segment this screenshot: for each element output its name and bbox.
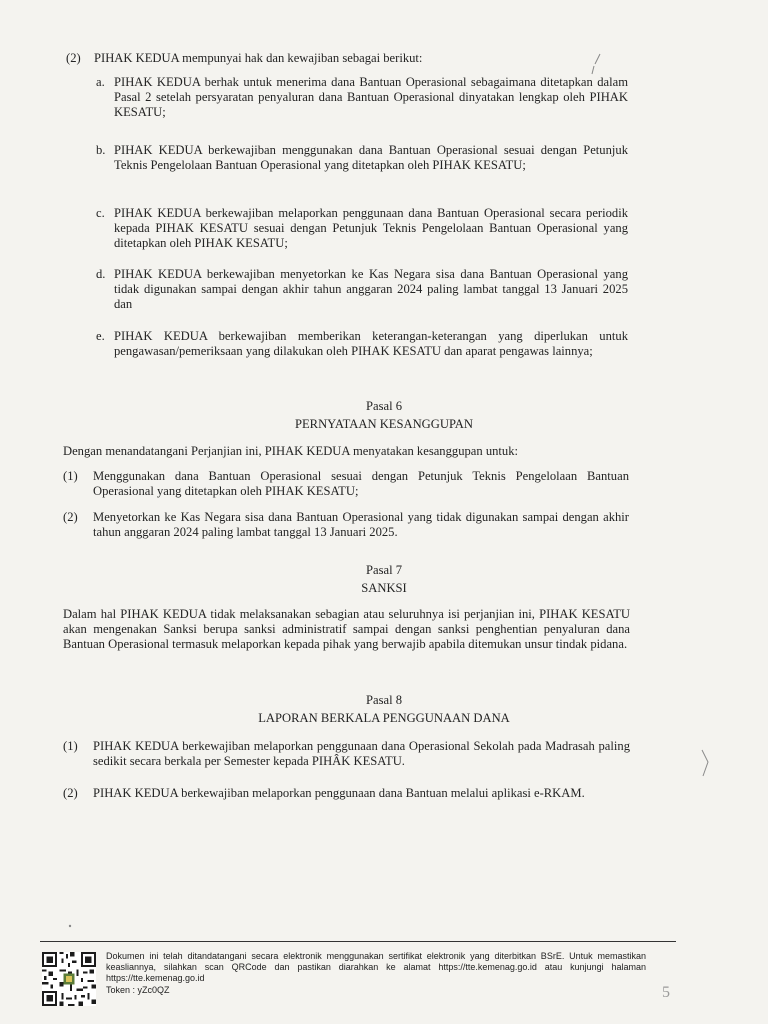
list-item-b xyxy=(96,143,628,173)
item-number: (1) xyxy=(63,469,78,483)
list-item-d xyxy=(96,267,628,312)
pasal-8-heading: Pasal 8 xyxy=(365,693,403,707)
page-number: 5 xyxy=(662,984,670,1001)
item-text: PIHAK KEDUA berkewajiban melaporkan penggunaan dana Operasional Sekolah pada Madrasah paling sedikit secara berkala per Semester kepada PIHÂK KESATU. xyxy=(93,739,630,768)
pasal-6-intro: Dengan menandatangani Perjanjian ini, PIHAK KEDUA menyatakan kesanggupan untuk: xyxy=(63,444,519,458)
item-text: PIHAK KEDUA berkewajiban melaporkan penggunaan dana Bantuan melalui aplikasi e-RKAM. xyxy=(93,786,585,800)
pasal-6-title: PERNYATAAN KESANGGUPAN xyxy=(294,417,473,431)
pasal-7-heading: Pasal 7 xyxy=(365,563,403,577)
pasal-8-item-2 xyxy=(63,786,630,801)
pasal-7-title: SANKSI xyxy=(361,581,407,595)
item-letter: e. xyxy=(96,329,105,343)
footer-notice-text: Dokumen ini telah ditandatangani secara elektronik menggunakan sertifikat elektronik yang diterbitkan BSrE. Untuk memastikan keasliannya, silahkan scan QRCode dan pastikan diarahkan ke alamat https://tte.kemenag.go.id atau kunjungi halaman https://tte.kemenag.go.id xyxy=(106,951,646,984)
item-letter: b. xyxy=(96,143,106,157)
list-item-a xyxy=(96,75,628,120)
list-item-c xyxy=(96,206,628,251)
item-letter: a. xyxy=(96,75,105,89)
item-text: PIHAK KEDUA berkewajiban memberikan keterangan-keterangan yang diperlukan untuk pengawasan/pemeriksaan yang dilakukan oleh PIHAK KESATU dan aparat pengawas lainnya; xyxy=(114,329,628,358)
list-item-e xyxy=(96,329,628,359)
item-number: (1) xyxy=(63,739,78,753)
item-text: PIHAK KEDUA berhak untuk menerima dana Bantuan Operasional sebagaimana ditetapkan dalam Pasal 2 setelah persyaratan penyaluran dana Bantuan Operasional dinyatakan lengkap oleh PIHAK KESATU; xyxy=(114,75,628,119)
item-letter: d. xyxy=(96,267,106,281)
scan-dot xyxy=(68,924,72,928)
pasal-8-title: LAPORAN BERKALA PENGGUNAAN DANA xyxy=(258,711,510,725)
clause-intro-text: PIHAK KEDUA mempunyai hak dan kewajiban sebagai berikut: xyxy=(94,51,423,65)
item-text: PIHAK KEDUA berkewajiban menyetorkan ke Kas Negara sisa dana Bantuan Operasional yang tidak digunakan sampai dengan akhir tahun anggaran 2024 paling lambat tanggal 13 Januari 2025 dan xyxy=(114,267,628,311)
pasal-6-item-1 xyxy=(63,469,629,499)
pen-mark xyxy=(589,52,603,78)
pasal-6-heading: Pasal 6 xyxy=(365,399,403,413)
pasal-8-item-1 xyxy=(63,739,630,769)
item-text: PIHAK KEDUA berkewajiban menggunakan dana Bantuan Operasional sesuai dengan Petunjuk Teknis Pengelolaan Bantuan Operasional yang ditetapkan oleh PIHAK KESATU; xyxy=(114,143,628,172)
qr-code-icon[interactable] xyxy=(42,952,96,1006)
footer-token: Token : yZc0QZ xyxy=(106,984,170,995)
pasal-7-body: Dalam hal PIHAK KEDUA tidak melaksanakan sebagian atau seluruhnya isi perjanjian ini, PIHAK KESATU akan mengenakan Sanksi berupa sanksi administratif sampai dengan sanksi penghentian penyaluran dana Bantuan Operasional termasuk melaporkan kepada pihak yang berwajib apabila ditemukan unsur tindak pidana. xyxy=(63,607,630,651)
item-text: PIHAK KEDUA berkewajiban melaporkan penggunaan dana Bantuan Operasional secara periodik kepada PIHAK KESATU sesuai dengan Petunjuk Teknis Pengelolaan Bantuan Operasional yang ditetapkan oleh PIHAK KESATU; xyxy=(114,206,628,250)
item-number: (2) xyxy=(63,786,78,800)
pen-mark xyxy=(698,748,712,780)
footer-divider xyxy=(40,941,676,942)
item-text: Menyetorkan ke Kas Negara sisa dana Bantuan Operasional yang tidak digunakan sampai dengan akhir tahun anggaran 2024 paling lambat tanggal 13 Januari 2025. xyxy=(93,510,629,539)
item-number: (2) xyxy=(63,510,78,524)
item-text: Menggunakan dana Bantuan Operasional sesuai dengan Petunjuk Teknis Pengelolaan Bantuan Operasional yang ditetapkan oleh PIHAK KESATU; xyxy=(93,469,629,498)
e-signature-notice xyxy=(106,951,646,996)
item-letter: c. xyxy=(96,206,105,220)
pasal-6-item-2 xyxy=(63,510,629,540)
clause-number: (2) xyxy=(66,51,81,65)
